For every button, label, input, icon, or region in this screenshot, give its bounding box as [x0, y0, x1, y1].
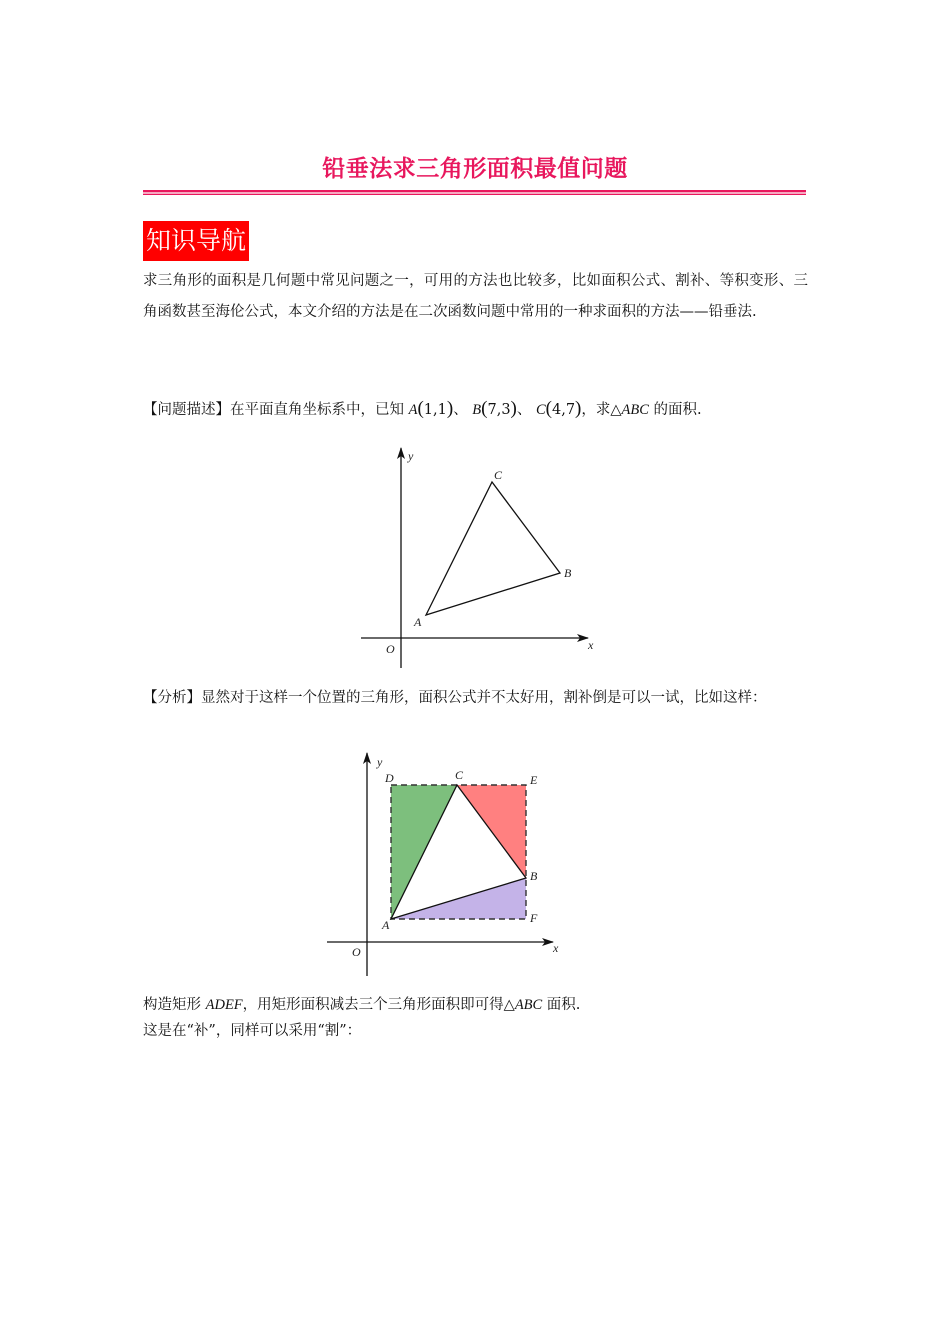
- point-c-coords: 4,7: [551, 402, 576, 418]
- point-b-label: B: [472, 402, 482, 418]
- point-b-coords: 7,3: [487, 402, 511, 418]
- paren-open: (: [417, 398, 424, 419]
- analysis-paragraph: [143, 683, 808, 714]
- x-axis-label: x: [553, 941, 559, 955]
- separator: 、: [516, 402, 532, 418]
- transition-paragraph: 这是在“补”，同样可以采用“割”：: [143, 1023, 362, 1039]
- conclusion-text: 构造矩形: [143, 997, 206, 1013]
- paren-open: (: [545, 398, 552, 419]
- origin-label: O: [386, 642, 395, 656]
- paren-close: ): [575, 398, 582, 419]
- y-axis-label: y: [377, 755, 383, 769]
- vertex-a-label: A: [414, 615, 422, 629]
- problem-tag: 【问题描述】: [143, 402, 230, 418]
- intro-paragraph: 求三角形的面积是几何题中常见问题之一，可用的方法也比较多，比如面积公式、割补、等积变形、三角函数甚至海伦公式，本文介绍的方法是在二次函数问题中常用的一种求面积的方法——铅垂法.: [143, 273, 808, 320]
- figure-1-triangle-plot: [361, 448, 594, 668]
- conclusion-paragraph: [143, 992, 808, 1018]
- page-title: 铅垂法求三角形面积最值问题: [322, 156, 628, 182]
- vertex-b-label: B: [530, 869, 538, 883]
- point-c-label: C: [535, 402, 546, 418]
- vertex-b-label: B: [564, 566, 572, 580]
- problem-text: 在平面直角坐标系中，已知: [230, 402, 404, 418]
- vertex-e-label: E: [530, 773, 538, 787]
- figure-2-rectangle-method: [327, 753, 559, 976]
- point-a-label: A: [408, 402, 418, 418]
- section-badge: 知识导航: [143, 221, 249, 261]
- origin-label: O: [352, 945, 361, 959]
- y-axis-label: y: [408, 449, 414, 463]
- conclusion-text-end: 面积.: [542, 997, 581, 1013]
- vertex-c-label: C: [455, 768, 464, 782]
- problem-question-end: 的面积.: [648, 402, 702, 418]
- vertex-a-label: A: [382, 918, 390, 932]
- analysis-tag: 【分析】: [143, 690, 201, 706]
- point-a-coords: 1,1: [423, 402, 447, 418]
- triangle-abc: [426, 482, 560, 615]
- conclusion-text-middle: ，用矩形面积减去三个三角形面积即可得△: [242, 997, 515, 1013]
- vertex-d-label: D: [385, 771, 394, 785]
- analysis-text: 显然对于这样一个位置的三角形，面积公式并不太好用，割补倒是可以一试，比如这样：: [201, 690, 767, 706]
- triangle-label: ABC: [514, 997, 543, 1013]
- vertex-c-label: C: [494, 468, 503, 482]
- paren-close: ): [510, 398, 517, 419]
- x-axis-label: x: [588, 638, 594, 652]
- paren-close: ): [446, 398, 454, 419]
- paren-open: (: [481, 398, 488, 419]
- rectangle-label: ADEF: [205, 997, 243, 1013]
- separator: 、: [453, 402, 468, 418]
- triangle-label: ABC: [621, 402, 649, 418]
- vertex-f-label: F: [530, 911, 538, 925]
- problem-question: ，求△: [581, 402, 622, 418]
